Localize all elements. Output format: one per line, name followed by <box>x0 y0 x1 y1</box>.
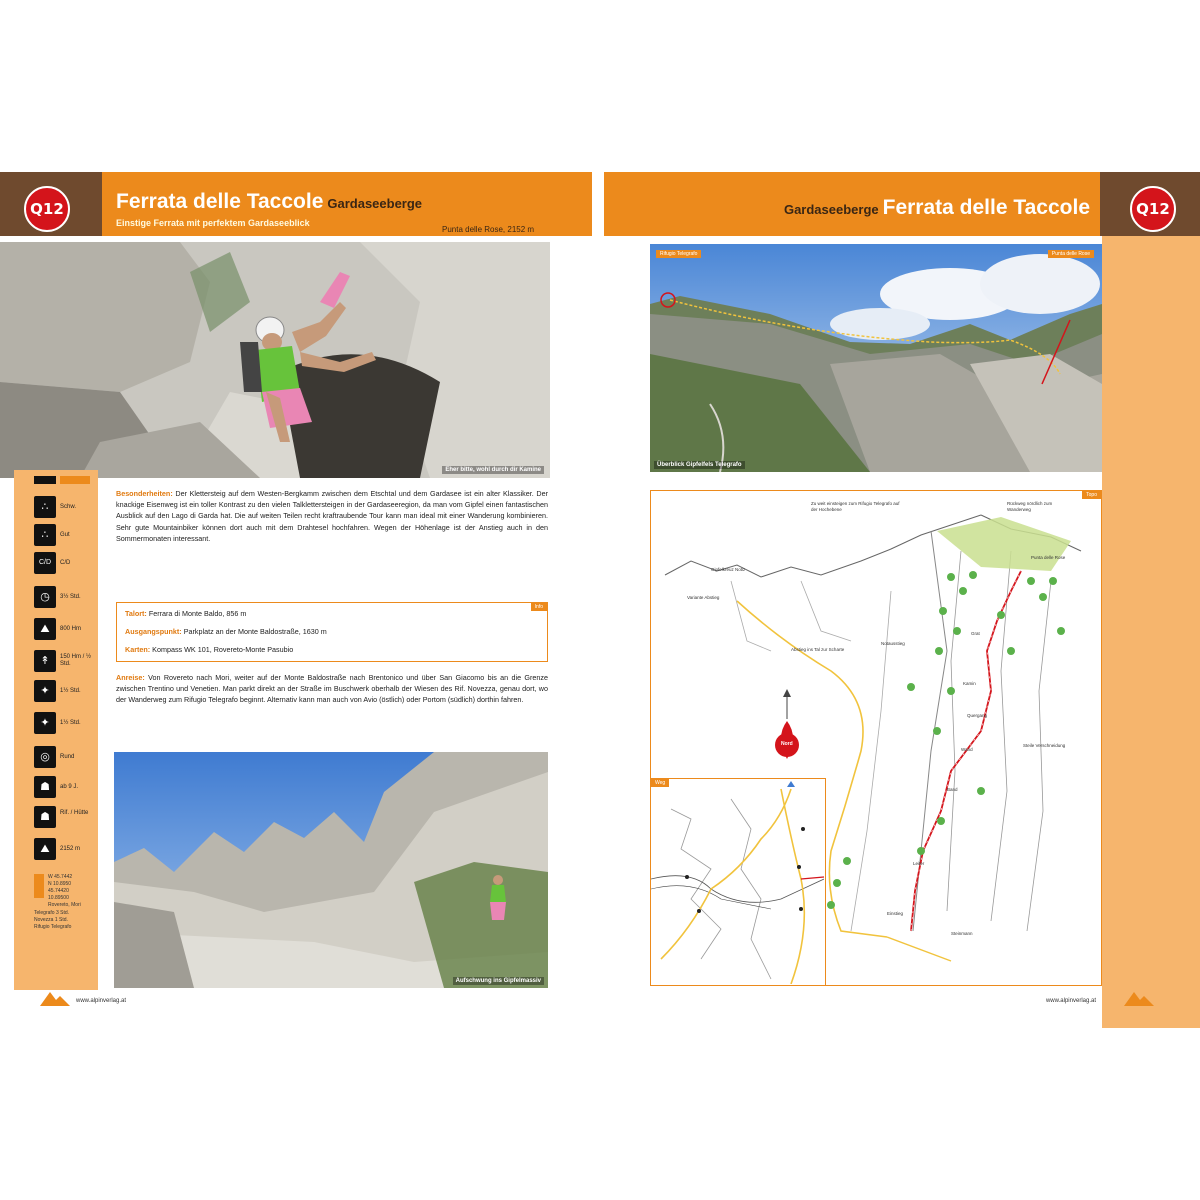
sidebar-label: 150 Hm / ½ Std. <box>60 654 92 667</box>
topo-label: Steile Verschneidung <box>1023 743 1066 748</box>
overview-caption: Überblick Gipfelfels Telegrafo <box>654 461 745 469</box>
clock-icon: ◷ <box>34 586 56 608</box>
sidebar-label: Rund <box>60 754 75 760</box>
tagline: Einstige Ferrata mit perfektem Gardaseeblick <box>116 218 310 228</box>
compass-label: Nord <box>781 741 793 747</box>
topo-label: Kamin <box>963 681 976 686</box>
inset-road-map <box>650 778 826 986</box>
overview-photo <box>650 244 1102 472</box>
info-tag: Info <box>531 603 547 611</box>
coordinate-text: N 10.8950 <box>48 881 72 887</box>
photo1-caption: Eher bitte, wohl durch dir Kamine <box>442 466 544 474</box>
quality-icon: ∴ <box>34 524 56 546</box>
photo-label-summit: Punta delle Rose <box>1048 250 1094 258</box>
right-page <box>604 172 1200 1028</box>
quality-icon: ∴ <box>34 496 56 518</box>
info-value: Parkplatz an der Monte Baldostraße, 1630 m <box>183 627 327 636</box>
info-box <box>116 602 548 662</box>
title-text-right: Ferrata delle Taccole <box>882 196 1090 219</box>
footer-url-right: www.alpinverlag.at <box>1045 998 1096 1004</box>
sidebar-label: 1½ Std. <box>60 720 81 726</box>
photo-label-hut: Rifugio Telegrafo <box>656 250 701 258</box>
grade-icon: C/D <box>34 552 56 574</box>
sidebar-label: Gut <box>60 532 70 538</box>
route-facts-sidebar <box>14 470 98 990</box>
topo-label: Gipfelkreuz Notiz <box>711 567 746 572</box>
info-value: Kompass WK 101, Rovereto-Monte Pasubio <box>152 645 294 654</box>
coords-marker-icon <box>34 874 44 898</box>
summit-icon: ⛰ <box>34 838 56 860</box>
inset-tag: Weg <box>651 779 669 787</box>
sidebar-label: C/D <box>60 560 71 566</box>
topo-label: Zu weit einsteigen zum Rifugio Telegrafo auf der Hochebene <box>811 501 900 512</box>
info-label: Karten: <box>125 645 151 654</box>
approach-label: Anreise: <box>116 673 145 682</box>
approach-text <box>116 672 548 706</box>
coordinate-text: W 45.7442 <box>48 874 73 880</box>
topo-label: Steinmann <box>951 931 973 936</box>
hut-icon: ☗ <box>34 806 56 828</box>
road-map-drawing <box>651 779 824 984</box>
elevation-icon: ⛰ <box>34 618 56 640</box>
time-text: Telegrafo 3 Std. <box>34 910 70 916</box>
hiker-icon: ✦ <box>34 712 56 734</box>
ascent-icon: ↟ <box>34 650 56 672</box>
sidebar-label: 3½ Std. <box>60 594 81 600</box>
topo-label: Quergang <box>967 713 988 718</box>
summit-height: Punta delle Rose, 2152 m <box>442 225 535 234</box>
sidebar-label: 2152 m <box>60 846 81 852</box>
time-text: Novezza 1 Std. <box>34 917 68 923</box>
page-title-right <box>784 196 1090 220</box>
info-value: Ferrara di Monte Baldo, 856 m <box>148 609 247 618</box>
info-label: Talort: <box>125 609 147 618</box>
page-title <box>116 190 422 214</box>
topo-label: Abstieg ins Tal zur Scharte <box>791 647 845 652</box>
time-text: Rifugio Telegrafo <box>34 924 72 930</box>
footer-url: www.alpinverlag.at <box>76 998 127 1004</box>
book-spread <box>0 172 1200 1028</box>
topo-label: Rückweg nördlich zum Wanderweg <box>1007 501 1053 512</box>
info-label: Ausgangspunkt: <box>125 627 182 636</box>
info-row-maps <box>125 645 293 654</box>
route-badge: Q12 <box>24 186 70 232</box>
sidebar-label: Rif. / Hütte <box>60 810 89 816</box>
difficulty-bar-icon <box>34 476 56 484</box>
photo2-caption: Aufschwung ins Gipfelmassiv <box>453 977 544 985</box>
description-body: Der Klettersteig auf dem Westen-Bergkamm zwischen dem Etschtal und dem Gardasee ist ein alter Klassiker. Der knackige Eisenweg ist ein toller Kontrast zu den vielen Talklettersteigen in der Gardaseeregion, da man vom Gipfel einen fantastischen Ausblick auf den Lago di Garda hat. Die auf weiten Teilen recht kraftraubende Tour kann man ideal mit einer Wanderung kombinieren. Sehr gute Mountainbiker können dort auch mit dem Drahtesel hochfahren. Wegen der Höhenlage ist der Anstieg auch in den Sommermonaten interessant. <box>116 489 548 543</box>
coordinate-text: 45.74420 <box>48 888 69 894</box>
topo-label: Wand <box>961 747 973 752</box>
family-icon: ☗ <box>34 776 56 798</box>
title-region: Gardaseeberge <box>327 196 423 211</box>
approach-body: Von Rovereto nach Mori, weiter auf der Monte Baldostraße nach Brentonico und über San Giacomo bis an die Grenze zwischen Trentino und Venetien. Man parkt direkt an der Straße im Buschwerk oberhalb der Wiesen des Rif. Novezza, genau dort, wo der Wanderweg zum Rifugio Telegrafo beginnt. Alternativ kann man auch von Avio (östlich) oder Portom (südlich) dorthin fahren. <box>116 673 549 705</box>
description-label: Besonderheiten: <box>116 489 173 498</box>
loop-icon: ◎ <box>34 746 56 768</box>
sidebar-label: Schw. <box>60 504 77 510</box>
topo-label: Grat <box>971 631 980 636</box>
left-page <box>0 172 592 1028</box>
coordinate-text: Rovereto, Mori <box>48 902 81 908</box>
topo-label: Einstieg <box>887 911 904 916</box>
sidebar-label: 800 Hm <box>60 626 82 632</box>
topo-label: Punta delle Rose <box>1031 555 1066 560</box>
topo-tag: Topo <box>1082 491 1101 499</box>
coordinate-text: 10.89500 <box>48 895 69 901</box>
title-region-right: Gardaseeberge <box>783 202 879 217</box>
publisher-logo-icon <box>40 990 70 1006</box>
sidebar-label: 1½ Std. <box>60 688 81 694</box>
sidebar-label: ab 9 J. <box>60 784 79 790</box>
info-row-town <box>125 609 246 618</box>
topo-label: Leiter <box>913 861 925 866</box>
valley-photo <box>114 752 548 988</box>
title-text: Ferrata delle Taccole <box>116 190 324 213</box>
info-row-start <box>125 627 327 636</box>
route-badge-right: Q12 <box>1130 186 1176 232</box>
topo-label: Band <box>947 787 958 792</box>
difficulty-bar-fill <box>60 476 90 484</box>
right-margin-strip <box>1102 236 1200 1028</box>
publisher-logo-icon <box>1124 990 1154 1006</box>
description-text <box>116 488 548 544</box>
hiker-icon: ✦ <box>34 680 56 702</box>
topo-label: Notausstieg <box>881 641 905 646</box>
climber-photo <box>0 242 550 478</box>
topo-label: Variante Abstieg <box>687 595 720 600</box>
